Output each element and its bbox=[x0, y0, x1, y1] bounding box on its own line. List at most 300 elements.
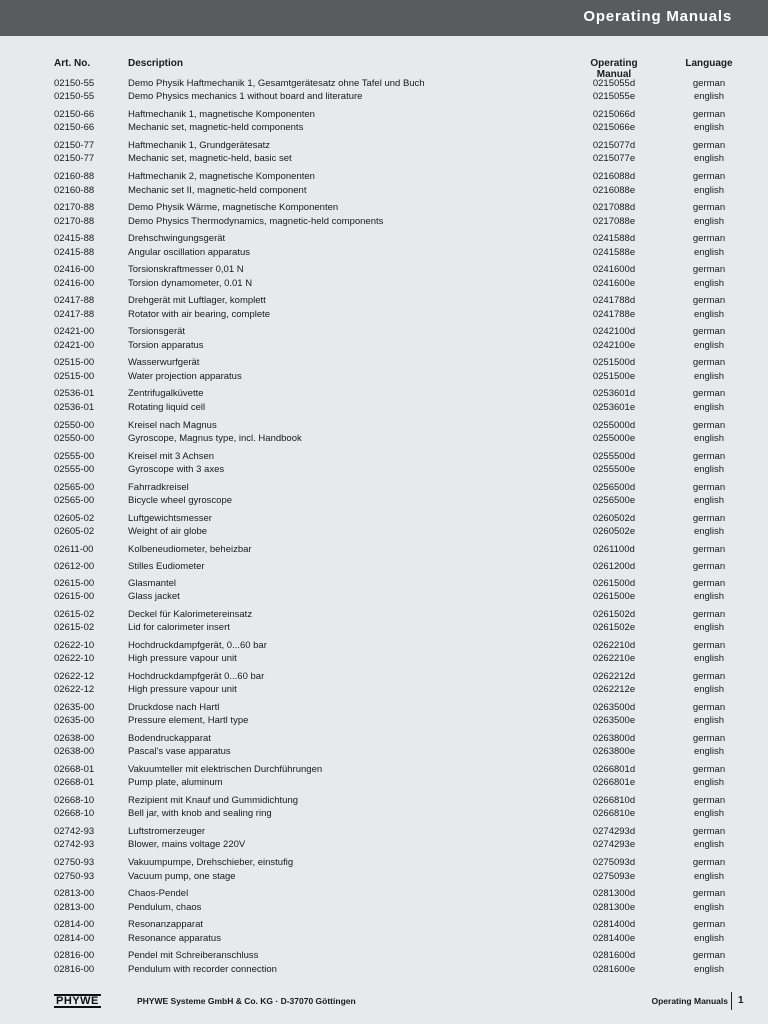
art-no: 02421-00 bbox=[54, 326, 95, 338]
language: german bbox=[692, 140, 726, 152]
manual-number: 0215055e bbox=[592, 91, 636, 103]
manual-number: 0261100d bbox=[593, 543, 635, 555]
manuals-table bbox=[0, 77, 768, 980]
art-no: 02750-93 bbox=[54, 870, 95, 882]
art-no: 02417-88 bbox=[54, 295, 95, 307]
manual-number: 0255500e bbox=[592, 463, 636, 475]
art-no: 02742-93 bbox=[54, 839, 95, 851]
description: Torsionsgerät bbox=[128, 326, 186, 338]
table-row-group bbox=[0, 701, 768, 732]
art-no: 02668-01 bbox=[54, 777, 95, 789]
language: english bbox=[693, 370, 725, 382]
table-row bbox=[0, 745, 768, 758]
art-no: 02742-93 bbox=[54, 826, 95, 838]
table-row bbox=[0, 90, 768, 103]
art-no: 02515-00 bbox=[54, 357, 95, 369]
table-row bbox=[0, 856, 768, 869]
manual-number: 0215077d bbox=[592, 140, 636, 152]
language: german bbox=[692, 826, 726, 838]
art-no: 02605-02 bbox=[54, 526, 95, 538]
manual-number: 0262210d bbox=[592, 639, 636, 651]
language: german bbox=[692, 481, 726, 493]
table-row bbox=[0, 918, 768, 931]
table-row bbox=[0, 714, 768, 727]
manual-number: 0253601d bbox=[592, 388, 636, 400]
column-header-language: Language bbox=[685, 58, 733, 69]
manual-number: 0251500e bbox=[592, 370, 636, 382]
table-row bbox=[0, 339, 768, 352]
art-no: 02415-88 bbox=[54, 233, 95, 245]
table-row bbox=[0, 608, 768, 621]
description: Pascal's vase apparatus bbox=[128, 746, 231, 758]
language: english bbox=[693, 746, 725, 758]
description: Chaos-Pendel bbox=[128, 888, 189, 900]
table-row bbox=[0, 794, 768, 807]
description: Zentrifugalküvette bbox=[128, 388, 204, 400]
language: german bbox=[692, 233, 726, 245]
manual-number: 0274293d bbox=[592, 826, 636, 838]
language: german bbox=[692, 763, 726, 775]
art-no: 02622-12 bbox=[54, 684, 95, 696]
art-no: 02170-88 bbox=[54, 202, 95, 214]
table-row bbox=[0, 494, 768, 507]
language: english bbox=[693, 215, 725, 227]
manual-number: 0261502d bbox=[592, 608, 636, 620]
art-no: 02160-88 bbox=[54, 184, 95, 196]
description: Bodendruckapparat bbox=[128, 732, 211, 744]
table-row-group bbox=[0, 294, 768, 325]
language: english bbox=[693, 463, 725, 475]
description: Kreisel nach Magnus bbox=[128, 419, 217, 431]
manual-number: 0215055d bbox=[592, 78, 636, 89]
manual-number: 0253601e bbox=[592, 401, 636, 413]
language: english bbox=[693, 401, 725, 413]
manual-number: 0255000e bbox=[592, 432, 636, 444]
table-row bbox=[0, 246, 768, 259]
language: german bbox=[692, 795, 726, 807]
description: High pressure vapour unit bbox=[128, 653, 237, 665]
description: Pump plate, aluminum bbox=[128, 777, 223, 789]
language: german bbox=[692, 295, 726, 307]
art-no: 02668-01 bbox=[54, 763, 95, 775]
art-no: 02416-00 bbox=[54, 277, 95, 289]
description: Pendulum, chaos bbox=[128, 901, 202, 913]
table-row bbox=[0, 652, 768, 665]
language: german bbox=[692, 326, 726, 338]
description: Wasserwurfgerät bbox=[128, 357, 200, 369]
art-no: 02638-00 bbox=[54, 732, 95, 744]
table-row bbox=[0, 683, 768, 696]
manual-number: 0216088e bbox=[592, 184, 636, 196]
art-no: 02150-55 bbox=[54, 91, 95, 103]
language: german bbox=[692, 450, 726, 462]
manual-number: 0217088e bbox=[592, 215, 636, 227]
table-row-group bbox=[0, 325, 768, 356]
table-row bbox=[0, 215, 768, 228]
language: english bbox=[693, 339, 725, 351]
art-no: 02515-00 bbox=[54, 370, 95, 382]
manual-number: 0261200d bbox=[592, 560, 636, 572]
table-row bbox=[0, 170, 768, 183]
manual-number: 0241588e bbox=[592, 246, 636, 258]
manual-number: 0281400e bbox=[592, 932, 636, 944]
art-no: 02416-00 bbox=[54, 264, 95, 276]
description: Demo Physik Wärme, magnetische Komponenten bbox=[128, 202, 339, 214]
art-no: 02555-00 bbox=[54, 463, 95, 475]
table-row-group bbox=[0, 170, 768, 201]
description: Haftmechanik 1, Grundgerätesatz bbox=[128, 140, 271, 152]
description: Torsion apparatus bbox=[128, 339, 204, 351]
art-no: 02615-00 bbox=[54, 577, 95, 589]
description: Pressure element, Hartl type bbox=[128, 715, 249, 727]
art-no: 02814-00 bbox=[54, 932, 95, 944]
language: german bbox=[692, 560, 726, 572]
footer-title: Operating Manuals bbox=[651, 996, 728, 1006]
table-row-group bbox=[0, 77, 768, 108]
manual-number: 0281300e bbox=[592, 901, 636, 913]
art-no: 02612-00 bbox=[54, 560, 95, 572]
description: Bell jar, with knob and sealing ring bbox=[128, 808, 272, 820]
art-no: 02668-10 bbox=[54, 795, 95, 807]
table-row bbox=[0, 419, 768, 432]
description: Druckdose nach Hartl bbox=[128, 701, 220, 713]
art-no: 02415-88 bbox=[54, 246, 95, 258]
description: Rotator with air bearing, complete bbox=[128, 308, 271, 320]
language: english bbox=[693, 432, 725, 444]
art-no: 02816-00 bbox=[54, 950, 95, 962]
art-no: 02150-77 bbox=[54, 153, 95, 165]
language: english bbox=[693, 684, 725, 696]
language: german bbox=[692, 512, 726, 524]
manual-number: 0281300d bbox=[592, 888, 636, 900]
description: Torsion dynamometer, 0.01 N bbox=[128, 277, 253, 289]
description: Kolbeneudiometer, beheizbar bbox=[128, 543, 252, 555]
art-no: 02611-00 bbox=[54, 543, 94, 555]
art-no: 02816-00 bbox=[54, 963, 95, 975]
table-row-group bbox=[0, 263, 768, 294]
description: Pendel mit Schreiberanschluss bbox=[128, 950, 259, 962]
language: english bbox=[693, 901, 725, 913]
art-no: 02622-12 bbox=[54, 670, 95, 682]
table-row-group bbox=[0, 108, 768, 139]
description: Kreisel mit 3 Achsen bbox=[128, 450, 215, 462]
table-row-group bbox=[0, 356, 768, 387]
manual-number: 0274293e bbox=[592, 839, 636, 851]
footer-divider bbox=[731, 992, 732, 1010]
description: Vakuumteller mit elektrischen Durchführungen bbox=[128, 763, 323, 775]
language: german bbox=[692, 357, 726, 369]
manual-number: 0241600e bbox=[592, 277, 636, 289]
description: Weight of air globe bbox=[128, 526, 208, 538]
table-row-group bbox=[0, 856, 768, 887]
language: english bbox=[693, 808, 725, 820]
language: german bbox=[692, 639, 726, 651]
table-row bbox=[0, 870, 768, 883]
language: german bbox=[692, 388, 726, 400]
description: Mechanic set, magnetic-held, basic set bbox=[128, 153, 292, 165]
table-row bbox=[0, 807, 768, 820]
language: english bbox=[693, 495, 725, 506]
manual-number: 0281600e bbox=[592, 963, 636, 975]
art-no: 02421-00 bbox=[54, 339, 95, 351]
description: Vacuum pump, one stage bbox=[128, 870, 236, 882]
table-row bbox=[0, 776, 768, 789]
art-no: 02150-66 bbox=[54, 109, 95, 121]
language: german bbox=[692, 543, 726, 555]
manual-number: 0241788e bbox=[592, 308, 636, 320]
description: Haftmechanik 1, magnetische Komponenten bbox=[128, 109, 315, 121]
manual-number: 0266810d bbox=[592, 795, 636, 807]
language: german bbox=[692, 670, 726, 682]
language: english bbox=[693, 591, 725, 603]
language: english bbox=[693, 622, 725, 634]
table-row bbox=[0, 450, 768, 463]
manual-number: 0263500e bbox=[592, 715, 636, 727]
description: Pendulum with recorder connection bbox=[128, 963, 277, 975]
table-row bbox=[0, 232, 768, 245]
table-row-group bbox=[0, 887, 768, 918]
table-row bbox=[0, 577, 768, 590]
description: Hochdruckdampfgerät, 0...60 bar bbox=[128, 639, 267, 651]
manual-number: 0241788d bbox=[592, 295, 636, 307]
language: german bbox=[692, 78, 726, 89]
language: german bbox=[692, 419, 726, 431]
description: Bicycle wheel gyroscope bbox=[128, 495, 233, 506]
description: Gyroscope with 3 axes bbox=[128, 463, 225, 475]
description: Mechanic set, magnetic-held components bbox=[128, 122, 304, 134]
language: english bbox=[693, 839, 725, 851]
manual-number: 0266801d bbox=[592, 763, 636, 775]
art-no: 02150-66 bbox=[54, 122, 95, 134]
table-row bbox=[0, 263, 768, 276]
table-row-group bbox=[0, 543, 768, 560]
table-row bbox=[0, 184, 768, 197]
description: Deckel für Kalorimetereinsatz bbox=[128, 608, 253, 620]
table-row bbox=[0, 401, 768, 414]
description: Glass jacket bbox=[128, 591, 180, 603]
art-no: 02668-10 bbox=[54, 808, 95, 820]
language: german bbox=[692, 919, 726, 931]
phywe-logo: PHYWE bbox=[56, 995, 99, 1007]
company-info: PHYWE Systeme GmbH & Co. KG · D-37070 Göttingen bbox=[137, 996, 356, 1006]
manual-number: 0256500e bbox=[592, 495, 636, 506]
table-row-group bbox=[0, 450, 768, 481]
table-row bbox=[0, 838, 768, 851]
page-title: Operating Manuals bbox=[583, 8, 732, 25]
description: Stilles Eudiometer bbox=[128, 560, 205, 572]
description: Demo Physics mechanics 1 without board and literature bbox=[128, 91, 363, 103]
language: english bbox=[693, 153, 725, 165]
manual-number: 0255500d bbox=[592, 450, 636, 462]
table-row bbox=[0, 763, 768, 776]
art-no: 02635-00 bbox=[54, 715, 95, 727]
language: german bbox=[692, 171, 726, 183]
art-no: 02622-10 bbox=[54, 653, 95, 665]
description: Glasmantel bbox=[128, 577, 177, 589]
description: Water projection apparatus bbox=[128, 370, 242, 382]
language: english bbox=[693, 963, 725, 975]
description: Haftmechanik 2, magnetische Komponenten bbox=[128, 171, 315, 183]
table-row bbox=[0, 512, 768, 525]
description: Resonance apparatus bbox=[128, 932, 221, 944]
language: english bbox=[693, 91, 725, 103]
table-row-group bbox=[0, 419, 768, 450]
table-row bbox=[0, 201, 768, 214]
language: german bbox=[692, 732, 726, 744]
language: english bbox=[693, 870, 725, 882]
table-row bbox=[0, 294, 768, 307]
table-row bbox=[0, 560, 768, 573]
art-no: 02638-00 bbox=[54, 746, 95, 758]
manual-number: 0256500d bbox=[592, 481, 636, 493]
manual-number: 0215077e bbox=[592, 153, 636, 165]
manual-number: 0241600d bbox=[592, 264, 636, 276]
table-row bbox=[0, 949, 768, 962]
art-no: 02750-93 bbox=[54, 857, 95, 869]
table-row-group bbox=[0, 512, 768, 543]
table-row bbox=[0, 432, 768, 445]
table-row bbox=[0, 543, 768, 556]
description: Angular oscillation apparatus bbox=[128, 246, 250, 258]
art-no: 02635-00 bbox=[54, 701, 95, 713]
description: Vakuumpumpe, Drehschieber, einstufig bbox=[128, 857, 294, 869]
table-row bbox=[0, 121, 768, 134]
table-row-group bbox=[0, 139, 768, 170]
description: Rezipient mit Knauf und Gummidichtung bbox=[128, 795, 299, 807]
manual-number: 0275093e bbox=[592, 870, 636, 882]
table-row-group bbox=[0, 763, 768, 794]
manual-number: 0266810e bbox=[592, 808, 636, 820]
art-no: 02417-88 bbox=[54, 308, 95, 320]
column-header-art-no: Art. No. bbox=[54, 58, 91, 69]
description: Rotating liquid cell bbox=[128, 401, 206, 413]
header-bar bbox=[0, 0, 768, 36]
table-row-group bbox=[0, 232, 768, 263]
table-header bbox=[0, 58, 768, 80]
description: Mechanic set II, magnetic-held component bbox=[128, 184, 307, 196]
art-no: 02550-00 bbox=[54, 432, 95, 444]
manual-number: 0281400d bbox=[592, 919, 636, 931]
table-row-group bbox=[0, 560, 768, 577]
table-row bbox=[0, 325, 768, 338]
table-row bbox=[0, 277, 768, 290]
table-row bbox=[0, 525, 768, 538]
manual-number: 0251500d bbox=[592, 357, 636, 369]
manual-number: 0260502d bbox=[592, 512, 636, 524]
manual-number: 0281600d bbox=[592, 950, 636, 962]
description: Lid for calorimeter insert bbox=[128, 622, 230, 634]
description: Blower, mains voltage 220V bbox=[128, 839, 246, 851]
art-no: 02150-77 bbox=[54, 140, 95, 152]
manual-number: 0261500d bbox=[592, 577, 636, 589]
table-row-group bbox=[0, 825, 768, 856]
art-no: 02555-00 bbox=[54, 450, 95, 462]
language: german bbox=[692, 264, 726, 276]
language: english bbox=[693, 526, 725, 538]
table-row bbox=[0, 932, 768, 945]
language: english bbox=[693, 246, 725, 258]
description: Gyroscope, Magnus type, incl. Handbook bbox=[128, 432, 302, 444]
language: german bbox=[692, 950, 726, 962]
table-row bbox=[0, 621, 768, 634]
description: Drehschwingungsgerät bbox=[128, 233, 226, 245]
footer bbox=[0, 990, 768, 1014]
table-row-group bbox=[0, 670, 768, 701]
description: Demo Physik Haftmechanik 1, Gesamtgerätesatz ohne Tafel und Buch bbox=[128, 78, 425, 89]
column-header-operating-manual: Operating Manual bbox=[590, 58, 638, 80]
language: english bbox=[693, 122, 725, 134]
description: Drehgerät mit Luftlager, komplett bbox=[128, 295, 266, 307]
manual-number: 0262212d bbox=[592, 670, 636, 682]
language: german bbox=[692, 202, 726, 214]
table-row-group bbox=[0, 794, 768, 825]
language: english bbox=[693, 932, 725, 944]
description: Hochdruckdampfgerät 0...60 bar bbox=[128, 670, 265, 682]
language: german bbox=[692, 857, 726, 869]
table-row bbox=[0, 901, 768, 914]
table-row bbox=[0, 639, 768, 652]
table-row bbox=[0, 77, 768, 90]
table-row bbox=[0, 590, 768, 603]
table-row bbox=[0, 887, 768, 900]
table-row bbox=[0, 670, 768, 683]
manual-number: 0215066d bbox=[592, 109, 636, 121]
art-no: 02615-02 bbox=[54, 622, 95, 634]
table-row bbox=[0, 387, 768, 400]
language: german bbox=[692, 701, 726, 713]
table-row bbox=[0, 370, 768, 383]
language: german bbox=[692, 608, 726, 620]
language: english bbox=[693, 715, 725, 727]
manual-number: 0262212e bbox=[592, 684, 636, 696]
column-header-description: Description bbox=[128, 58, 184, 69]
table-row-group bbox=[0, 732, 768, 763]
art-no: 02536-01 bbox=[54, 388, 95, 400]
table-row bbox=[0, 356, 768, 369]
art-no: 02565-00 bbox=[54, 495, 95, 506]
manual-number: 0242100e bbox=[592, 339, 636, 351]
manual-number: 0241588d bbox=[592, 233, 636, 245]
art-no: 02622-10 bbox=[54, 639, 95, 651]
description: Luftgewichtsmesser bbox=[128, 512, 212, 524]
art-no: 02814-00 bbox=[54, 919, 95, 931]
table-row-group bbox=[0, 481, 768, 512]
art-no: 02615-00 bbox=[54, 591, 95, 603]
table-row bbox=[0, 308, 768, 321]
language: german bbox=[692, 888, 726, 900]
description: Fahrradkreisel bbox=[128, 481, 189, 493]
manual-number: 0263500d bbox=[592, 701, 636, 713]
table-row-group bbox=[0, 639, 768, 670]
table-row bbox=[0, 139, 768, 152]
art-no: 02150-55 bbox=[54, 78, 95, 89]
language: english bbox=[693, 184, 725, 196]
manual-number: 0255000d bbox=[592, 419, 636, 431]
manual-number: 0275093d bbox=[592, 857, 636, 869]
manual-number: 0261500e bbox=[592, 591, 636, 603]
manual-number: 0260502e bbox=[592, 526, 636, 538]
page-number: 1 bbox=[738, 995, 744, 1006]
manual-number: 0263800d bbox=[592, 732, 636, 744]
manual-number: 0217088d bbox=[592, 202, 636, 214]
manual-number: 0215066e bbox=[592, 122, 636, 134]
manual-number: 0216088d bbox=[592, 171, 636, 183]
language: english bbox=[693, 653, 725, 665]
description: Torsionskraftmesser 0,01 N bbox=[128, 264, 244, 276]
art-no: 02565-00 bbox=[54, 481, 95, 493]
table-row bbox=[0, 481, 768, 494]
table-row bbox=[0, 963, 768, 976]
